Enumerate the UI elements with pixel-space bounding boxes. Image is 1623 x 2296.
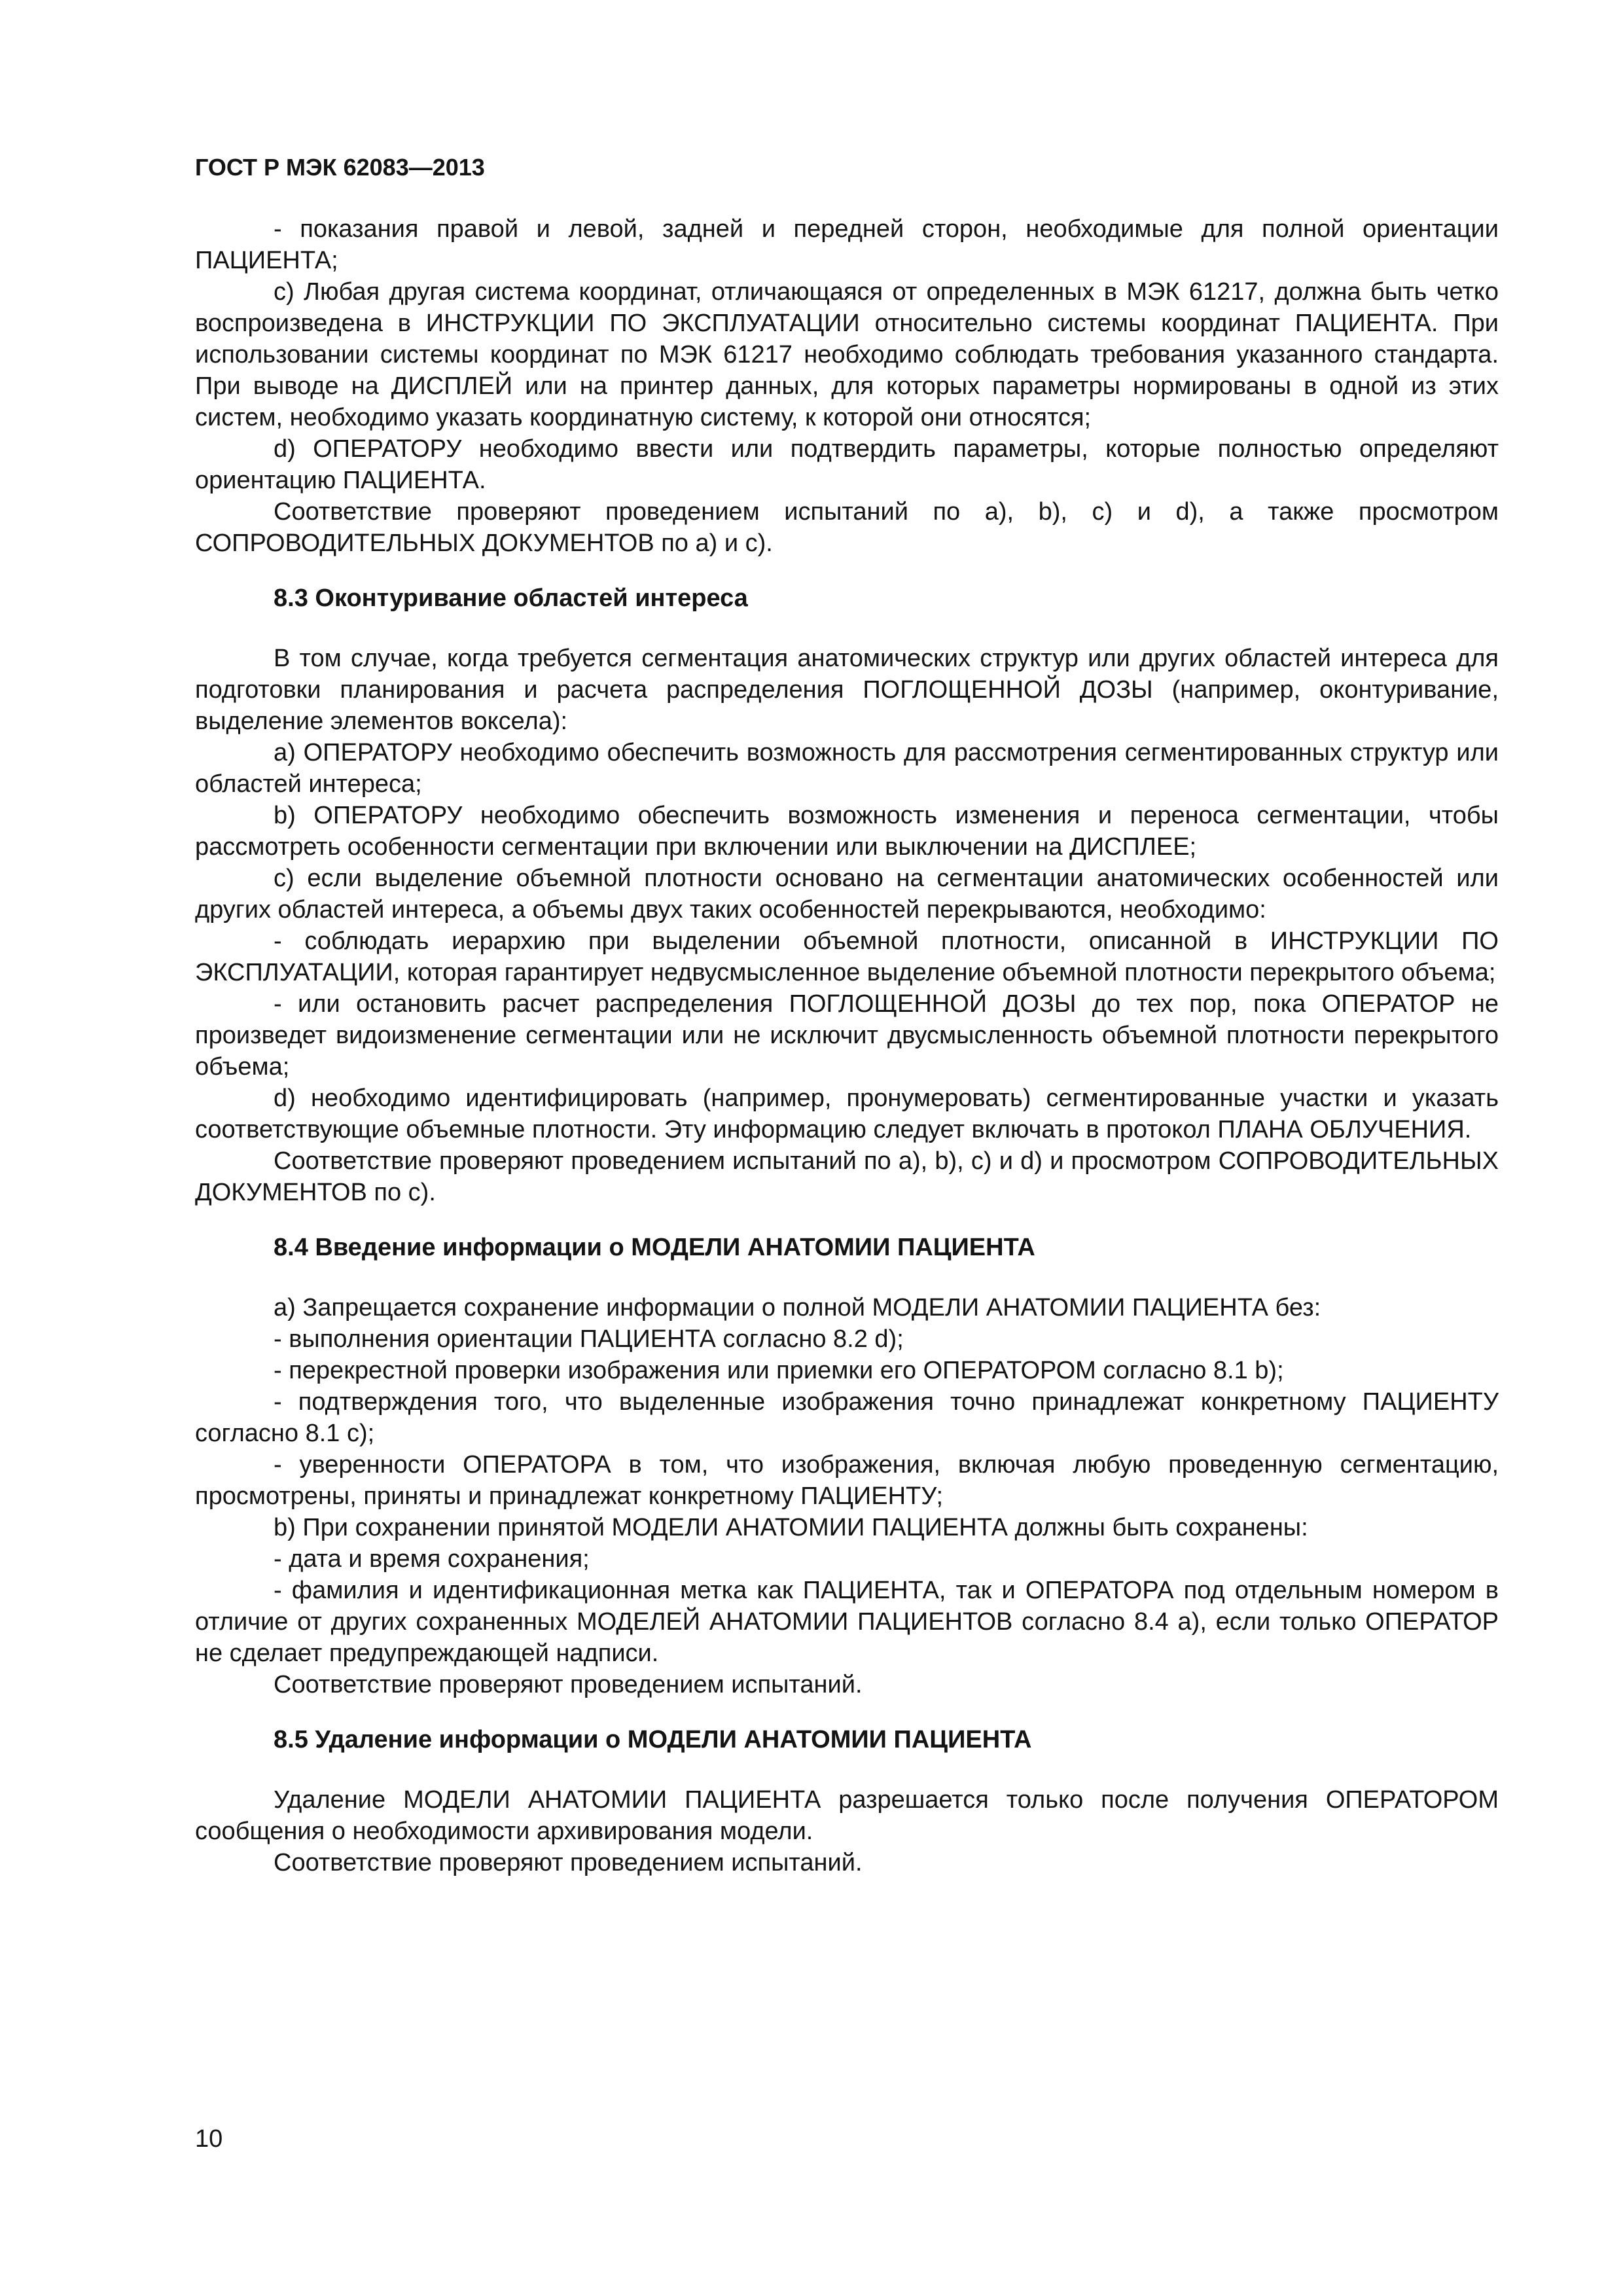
spacer — [195, 1755, 1499, 1784]
paragraph: - уверенности ОПЕРАТОРА в том, что изображения, включая любую проведенную сегментацию, просмотрены, приняты и принадлежат конкретному ПАЦИЕНТУ; — [195, 1451, 1499, 1510]
paragraph: a) ОПЕРАТОРУ необходимо обеспечить возможность для рассмотрения сегментированных структур или областей интереса; — [195, 739, 1499, 798]
paragraph: - дата и время сохранения; — [274, 1545, 590, 1573]
spacer — [195, 1208, 1499, 1232]
paragraph: - или остановить расчет распределения ПОГЛОЩЕННОЙ ДОЗЫ до тех пор, пока ОПЕРАТОР не произведет видоизменение сегментации или не исключит двусмысленность объемной плотности перекрытого объема; — [195, 990, 1499, 1081]
paragraph: - показания правой и левой, задней и передней сторон, необходимые для полной ориентации ПАЦИЕНТА; — [195, 215, 1499, 274]
paragraph: d) ОПЕРАТОРУ необходимо ввести или подтвердить параметры, которые полностью определяют ориентацию ПАЦИЕНТА. — [195, 435, 1499, 494]
paragraph: c) Любая другая система координат, отличающаяся от определенных в МЭК 61217, должна быть четко воспроизведена в ИНСТРУКЦИИ ПО ЭКСПЛУАТАЦИИ относительно системы координат ПАЦИЕНТА. При использовании системы координат по МЭК 61217 необходимо соблюдать требования указанного стандарта. При выводе на ДИСПЛЕЙ или на принтер данных, для которых параметры нормированы в одной из этих систем, необходимо указать координатную систему, к которой они относятся; — [195, 278, 1499, 431]
spacer — [195, 1263, 1499, 1292]
paragraph: Соответствие проверяют проведением испытаний. — [274, 1671, 863, 1698]
paragraph: - перекрестной проверки изображения или приемки его ОПЕРАТОРОМ согласно 8.1 b); — [274, 1357, 1284, 1384]
document-body — [195, 213, 1499, 1878]
section-heading-8-4: 8.4 Введение информации о МОДЕЛИ АНАТОМИИ ПАЦИЕНТА — [274, 1234, 1035, 1261]
standard-code-header: ГОСТ Р МЭК 62083—2013 — [195, 154, 485, 181]
paragraph: a) Запрещается сохранение информации о полной МОДЕЛИ АНАТОМИИ ПАЦИЕНТА без: — [274, 1294, 1321, 1321]
paragraph: c) если выделение объемной плотности основано на сегментации анатомических особенностей или других областей интереса, а объемы двух таких особенностей перекрываются, необходимо: — [195, 865, 1499, 924]
paragraph: Соответствие проверяют проведением испытаний по a), b), c) и d), а также просмотром СОПРОВОДИТЕЛЬНЫХ ДОКУМЕНТОВ по a) и c). — [195, 498, 1499, 557]
paragraph: - подтверждения того, что выделенные изображения точно принадлежат конкретному ПАЦИЕНТУ согласно 8.1 c); — [195, 1388, 1499, 1447]
section-heading-8-5: 8.5 Удаление информации о МОДЕЛИ АНАТОМИИ ПАЦИЕНТА — [274, 1726, 1032, 1753]
paragraph: - соблюдать иерархию при выделении объемной плотности, описанной в ИНСТРУКЦИИ ПО ЭКСПЛУАТАЦИИ, которая гарантирует недвусмысленное выделение объемной плотности перекрытого объема; — [195, 927, 1499, 986]
section-heading-8-3: 8.3 Оконтуривание областей интереса — [274, 584, 748, 612]
paragraph: Соответствие проверяют проведением испытаний. — [274, 1849, 863, 1876]
paragraph: b) При сохранении принятой МОДЕЛИ АНАТОМИИ ПАЦИЕНТА должны быть сохранены: — [274, 1514, 1308, 1541]
spacer — [195, 1700, 1499, 1724]
paragraph: В том случае, когда требуется сегментация анатомических структур или других областей интереса для подготовки планирования и расчета распределения ПОГЛОЩЕННОЙ ДОЗЫ (например, оконтуривание, выделение элементов воксела): — [195, 645, 1499, 735]
spacer — [195, 614, 1499, 643]
paragraph: d) необходимо идентифицировать (например, пронумеровать) сегментированные участки и указать соответствующие объемные плотности. Эту информацию следует включать в протокол ПЛАНА ОБЛУЧЕНИЯ. — [195, 1085, 1499, 1143]
spacer — [195, 559, 1499, 583]
page-number: 10 — [195, 2125, 223, 2153]
paragraph: - фамилия и идентификационная метка как ПАЦИЕНТА, так и ОПЕРАТОРА под отдельным номером в отличие от других сохраненных МОДЕЛЕЙ АНАТОМИИ ПАЦИЕНТОВ согласно 8.4 a), если только ОПЕРАТОР не сделает предупреждающей надписи. — [195, 1577, 1499, 1667]
paragraph: - выполнения ориентации ПАЦИЕНТА согласно 8.2 d); — [274, 1325, 904, 1353]
paragraph: Удаление МОДЕЛИ АНАТОМИИ ПАЦИЕНТА разрешается только после получения ОПЕРАТОРОМ сообщения о необходимости архивирования модели. — [195, 1786, 1499, 1845]
paragraph: b) ОПЕРАТОРУ необходимо обеспечить возможность изменения и переноса сегментации, чтобы рассмотреть особенности сегментации при включении или выключении на ДИСПЛЕЕ; — [195, 802, 1499, 861]
paragraph: Соответствие проверяют проведением испытаний по a), b), c) и d) и просмотром СОПРОВОДИТЕЛЬНЫХ ДОКУМЕНТОВ по c). — [195, 1147, 1499, 1206]
